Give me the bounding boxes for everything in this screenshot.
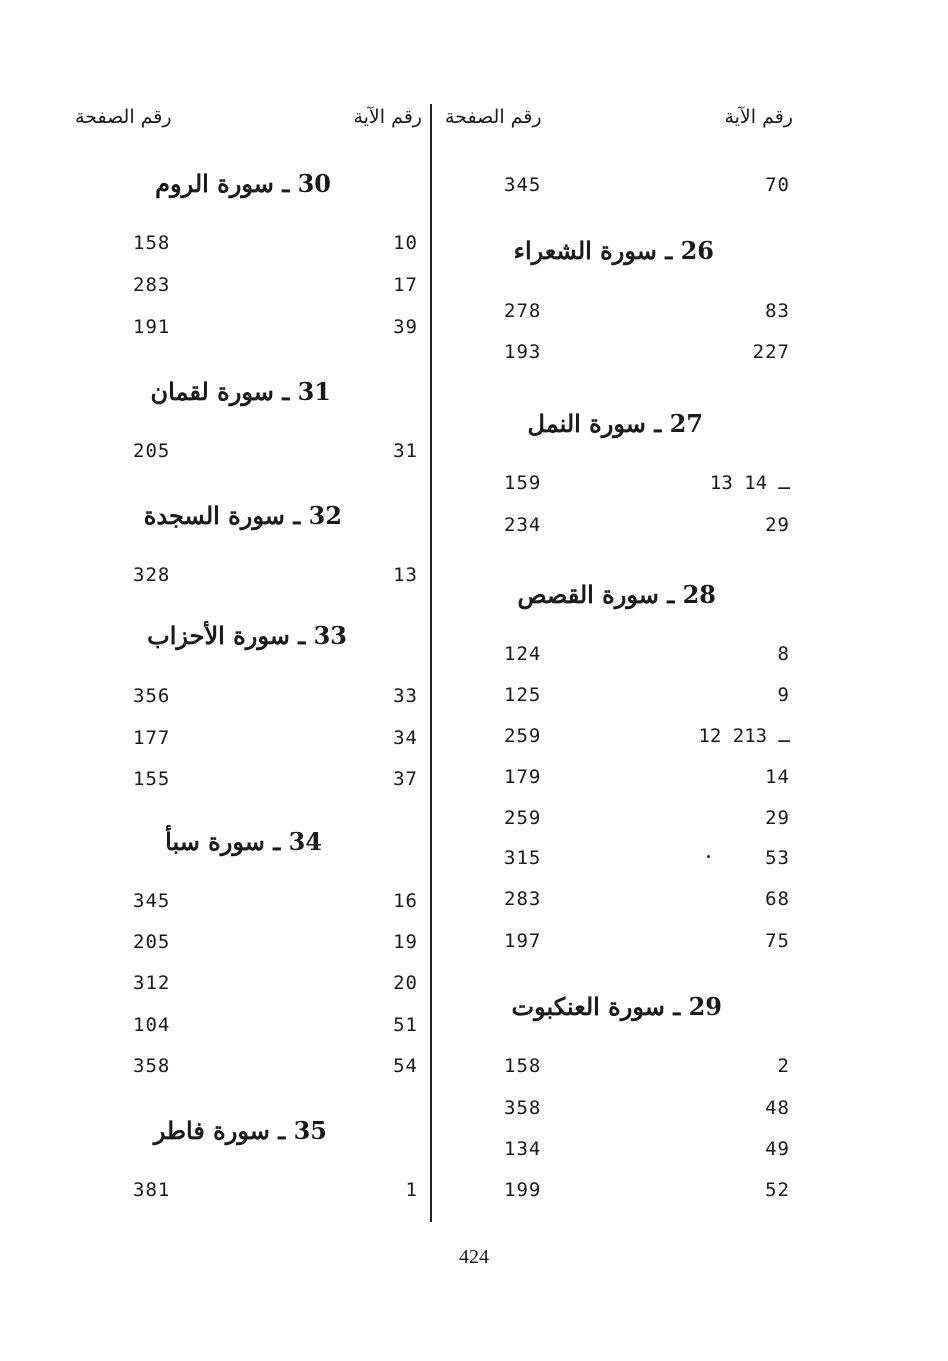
verse-number: 12 ـ 213 bbox=[698, 725, 790, 747]
page-number: 193 bbox=[504, 341, 542, 363]
page-number: 381 bbox=[133, 1179, 171, 1201]
surah-heading: 34 ـ سورة سبأ bbox=[165, 827, 322, 856]
verse-number: 48 bbox=[765, 1097, 790, 1119]
page-number: 205 bbox=[133, 440, 171, 462]
verse-number: 9 bbox=[777, 684, 790, 706]
verse-number: 75 bbox=[765, 930, 790, 952]
page-number: 312 bbox=[133, 972, 171, 994]
page-number: 124 bbox=[504, 643, 542, 665]
verse-number: 20 bbox=[393, 972, 418, 994]
verse-number: 33 bbox=[393, 685, 418, 707]
surah-heading: 35 ـ سورة فاطر bbox=[153, 1116, 327, 1145]
page-number: 205 bbox=[133, 931, 171, 953]
page-number: 159 bbox=[504, 472, 542, 494]
page-number: 259 bbox=[504, 725, 542, 747]
page-number: 197 bbox=[504, 930, 542, 952]
page-number: 283 bbox=[133, 274, 171, 296]
verse-number: 1 bbox=[405, 1179, 418, 1201]
page-number: 259 bbox=[504, 807, 542, 829]
page-number: 155 bbox=[133, 768, 171, 790]
stray-dot bbox=[707, 855, 710, 858]
surah-heading: 29 ـ سورة العنكبوت bbox=[511, 992, 722, 1021]
page-number: 199 bbox=[504, 1179, 542, 1201]
verse-number: 49 bbox=[765, 1138, 790, 1160]
page-number: 315 bbox=[504, 847, 542, 869]
page-number: 158 bbox=[133, 232, 171, 254]
column-divider bbox=[430, 104, 432, 1222]
verse-number: 8 bbox=[777, 643, 790, 665]
verse-number: 31 bbox=[393, 440, 418, 462]
surah-heading: 26 ـ سورة الشعراء bbox=[513, 236, 714, 265]
page-number: 358 bbox=[504, 1097, 542, 1119]
right-verse-header: رقم الآية bbox=[724, 106, 793, 128]
page-number: 358 bbox=[133, 1055, 171, 1077]
verse-number: 19 bbox=[393, 931, 418, 953]
verse-number: 53 bbox=[765, 847, 790, 869]
page-number: 328 bbox=[133, 564, 171, 586]
verse-number: 13 bbox=[393, 564, 418, 586]
verse-number: 68 bbox=[765, 888, 790, 910]
verse-number: 16 bbox=[393, 890, 418, 912]
page-number: 191 bbox=[133, 316, 171, 338]
page-number: 234 bbox=[504, 514, 542, 536]
page-number: 104 bbox=[133, 1014, 171, 1036]
verse-number: 70 bbox=[765, 174, 790, 196]
verse-number: 13 ـ 14 bbox=[709, 472, 790, 494]
page-number: 278 bbox=[504, 300, 542, 322]
page-number: 283 bbox=[504, 888, 542, 910]
page-number: 356 bbox=[133, 685, 171, 707]
left-page-header: رقم الصفحة bbox=[75, 106, 172, 128]
verse-number: 29 bbox=[765, 514, 790, 536]
verse-number: 29 bbox=[765, 807, 790, 829]
surah-heading: 28 ـ سورة القصص bbox=[517, 580, 716, 609]
page-number: 345 bbox=[504, 174, 542, 196]
verse-number: 52 bbox=[765, 1179, 790, 1201]
page-number: 177 bbox=[133, 727, 171, 749]
verse-number: 17 bbox=[393, 274, 418, 296]
verse-number: 10 bbox=[393, 232, 418, 254]
surah-heading: 32 ـ سورة السجدة bbox=[143, 501, 342, 530]
surah-heading: 33 ـ سورة الأحزاب bbox=[147, 621, 347, 650]
verse-number: 227 bbox=[752, 341, 790, 363]
page-number: 345 bbox=[133, 890, 171, 912]
verse-number: 51 bbox=[393, 1014, 418, 1036]
right-page-header: رقم الصفحة bbox=[445, 106, 542, 128]
surah-heading: 31 ـ سورة لقمان bbox=[150, 377, 331, 406]
surah-heading: 27 ـ سورة النمل bbox=[527, 409, 703, 438]
verse-number: 14 bbox=[765, 766, 790, 788]
left-verse-header: رقم الآية bbox=[353, 106, 422, 128]
verse-number: 37 bbox=[393, 768, 418, 790]
page-number: 134 bbox=[504, 1138, 542, 1160]
page-number: 179 bbox=[504, 766, 542, 788]
verse-number: 2 bbox=[777, 1055, 790, 1077]
verse-number: 83 bbox=[765, 300, 790, 322]
page-number: 158 bbox=[504, 1055, 542, 1077]
verse-number: 54 bbox=[393, 1055, 418, 1077]
verse-number: 34 bbox=[393, 727, 418, 749]
surah-heading: 30 ـ سورة الروم bbox=[155, 169, 331, 198]
page-footer-number: 424 bbox=[459, 1246, 489, 1268]
page-number: 125 bbox=[504, 684, 542, 706]
verse-number: 39 bbox=[393, 316, 418, 338]
